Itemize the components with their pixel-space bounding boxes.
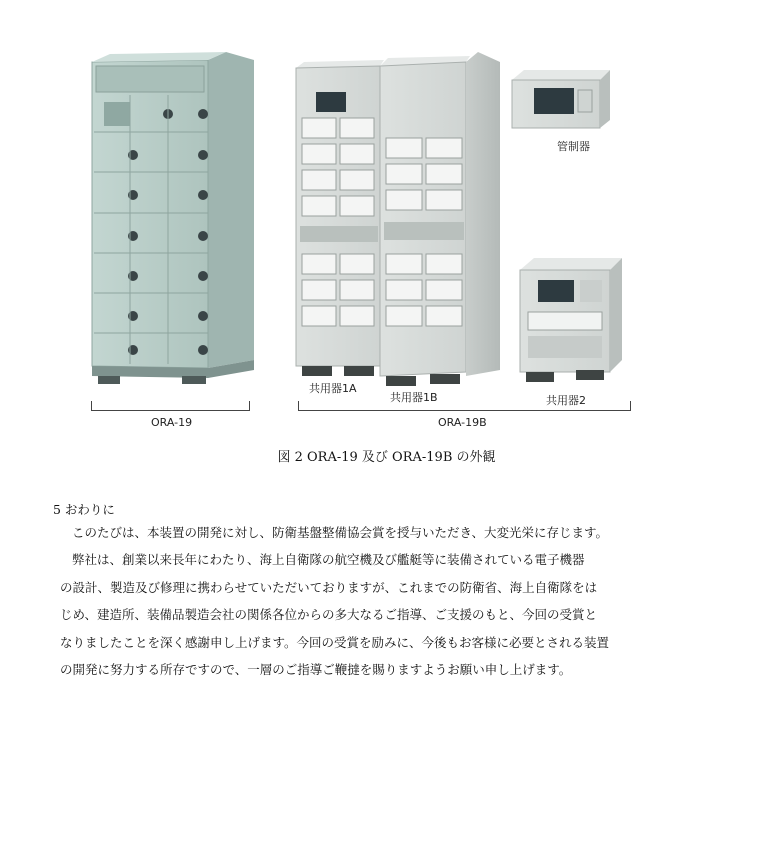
paragraph-line: 弊社は、創業以来長年にわたり、海上自衛隊の航空機及び艦艇等に装備されている電子機器 <box>72 552 585 567</box>
combiner-1b-label: 共用器1B <box>390 391 438 404</box>
paragraph-line: じめ、建造所、装備品製造会社の関係各位からの多大なるご指導、ご支援のもと、今回の受賞と <box>60 607 598 622</box>
combiner2-unit <box>520 258 622 382</box>
paragraph-1 <box>60 519 710 547</box>
ora19b-bracket <box>298 401 631 411</box>
combiner-2-label: 共用器2 <box>546 394 586 407</box>
ora19-label: ORA-19 <box>151 416 193 429</box>
controller-unit <box>512 70 610 128</box>
figure-caption: 図 2 ORA-19 及び ORA-19B の外観 <box>277 450 496 465</box>
ora19-cabinet <box>92 52 254 384</box>
paragraph-line: このたびは、本装置の開発に対し、防衛基盤整備協会賞を授与いただき、大変光栄に存じます。 <box>72 525 609 540</box>
controller-label: 管制器 <box>557 140 590 153</box>
combiner-1a-label: 共用器1A <box>309 382 357 395</box>
ora19-bracket <box>91 401 250 411</box>
paragraph-line: の開発に努力する所存ですので、一層のご指導ご鞭撻を賜りますようお願い申し上げます。 <box>60 662 572 677</box>
ora19b-label: ORA-19B <box>438 416 487 429</box>
ora19b-cabinets <box>296 52 500 386</box>
section-heading: 5 おわりに <box>53 502 115 517</box>
paragraph-line: なりましたことを深く感謝申し上げます。今回の受賞を励みに、今後もお客様に必要とされる装置 <box>60 634 610 650</box>
paragraph-line: の設計、製造及び修理に携わらせていただいておりますが、これまでの防衛省、海上自衛隊をは <box>60 579 598 595</box>
paragraph-2 <box>60 546 710 684</box>
